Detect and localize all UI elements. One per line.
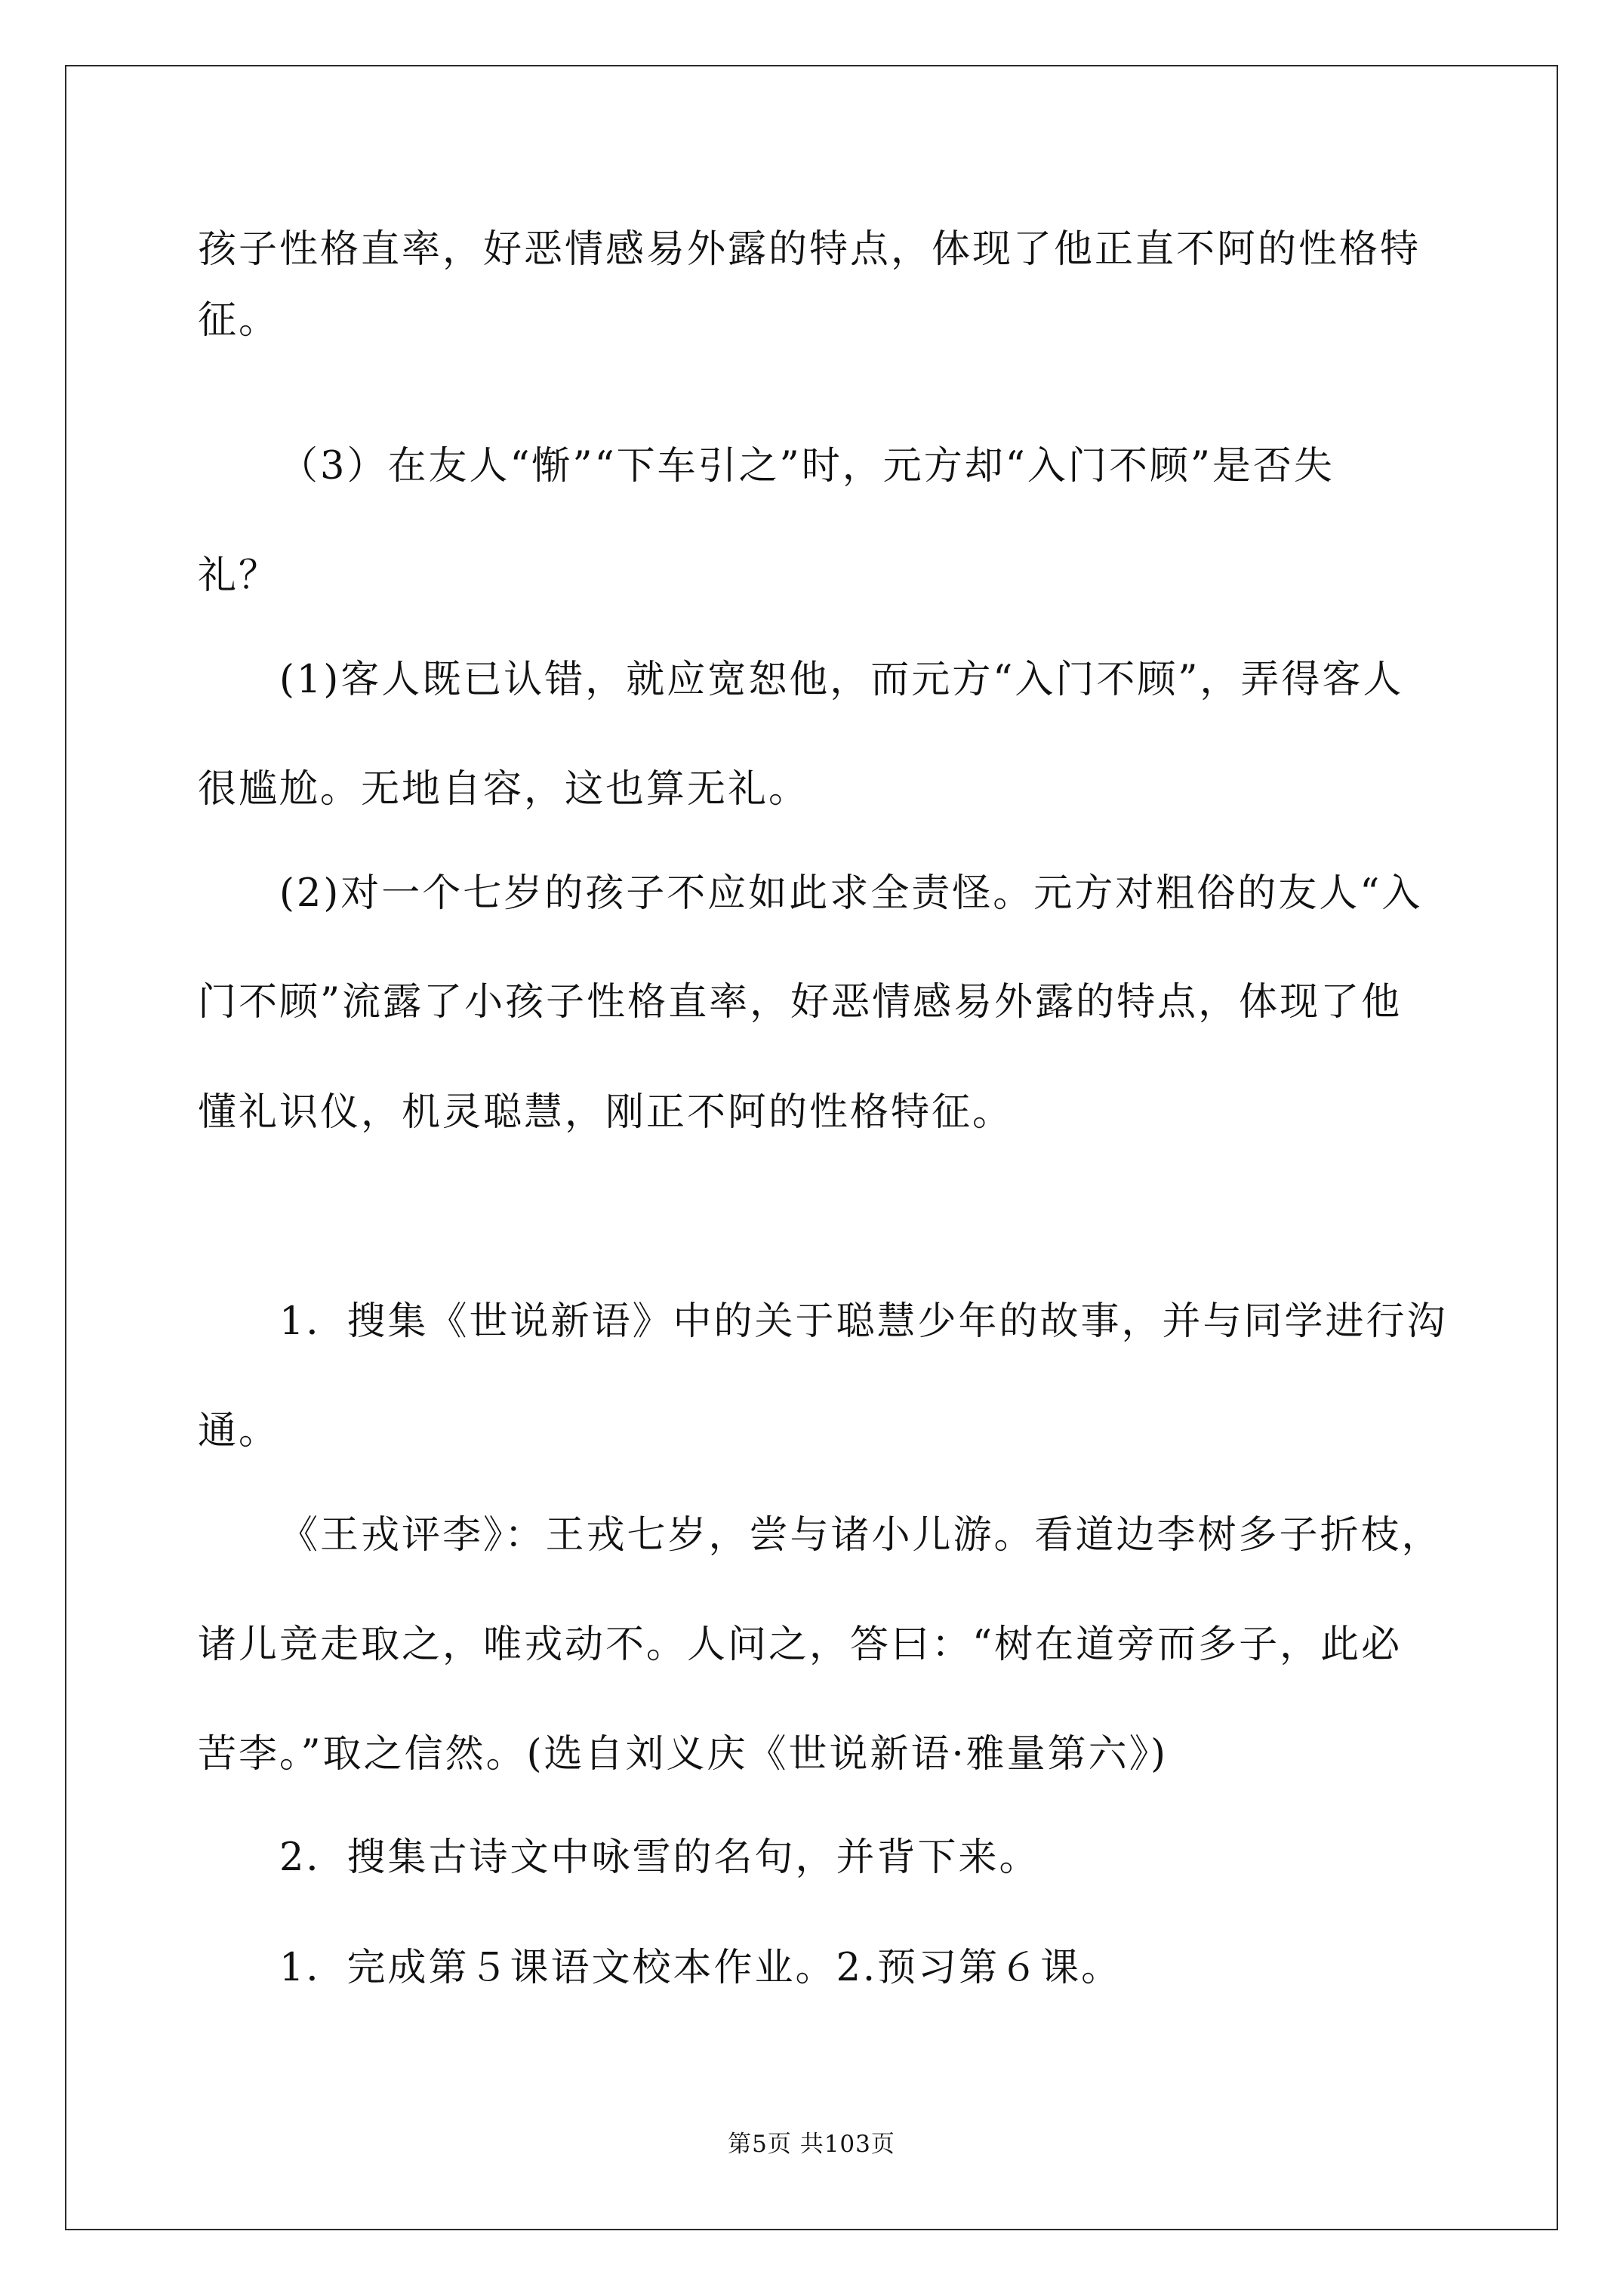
text-line: 《王戎评李》：王戎七岁，尝与诸小儿游。看道边李树多子折枝，	[279, 1513, 1443, 1558]
page-number-footer: 第5页 共103页	[728, 2131, 895, 2158]
text-line: 门不顾”流露了小孩子性格直率，好恶情感易外露的特点，体现了他	[198, 980, 1403, 1025]
text-line: (1)客人既已认错，就应宽恕他，而元方“入门不顾”，弄得客人	[279, 658, 1404, 702]
page-border	[65, 65, 1558, 2230]
text-line: 征。	[198, 298, 280, 343]
text-line: （3）在友人“惭”“下车引之”时，元方却“入门不顾”是否失	[279, 444, 1335, 488]
text-line: 通。	[198, 1409, 280, 1453]
text-line: 孩子性格直率，好恶情感易外露的特点，体现了他正直不阿的性格特	[198, 227, 1421, 272]
text-line: 1．完成第５课语文校本作业。2.预习第６课。	[279, 1946, 1123, 1990]
text-line: 2．搜集古诗文中咏雪的名句，并背下来。	[279, 1835, 1040, 1880]
text-line: (2)对一个七岁的孩子不应如此求全责怪。元方对粗俗的友人“入	[279, 871, 1423, 916]
text-line: 诸儿竞走取之，唯戎动不。人问之，答曰：“树在道旁而多子，此必	[198, 1623, 1403, 1667]
text-line: 苦李。”取之信然。(选自刘义庆《世说新语·雅量第六》)	[198, 1732, 1169, 1777]
text-line: 很尴尬。无地自容，这也算无礼。	[198, 767, 810, 812]
text-line: 懂礼识仪，机灵聪慧，刚正不阿的性格特征。	[198, 1090, 1014, 1135]
text-line: 1．搜集《世说新语》中的关于聪慧少年的故事，并与同学进行沟	[279, 1299, 1448, 1344]
text-line: 礼？	[198, 553, 280, 598]
